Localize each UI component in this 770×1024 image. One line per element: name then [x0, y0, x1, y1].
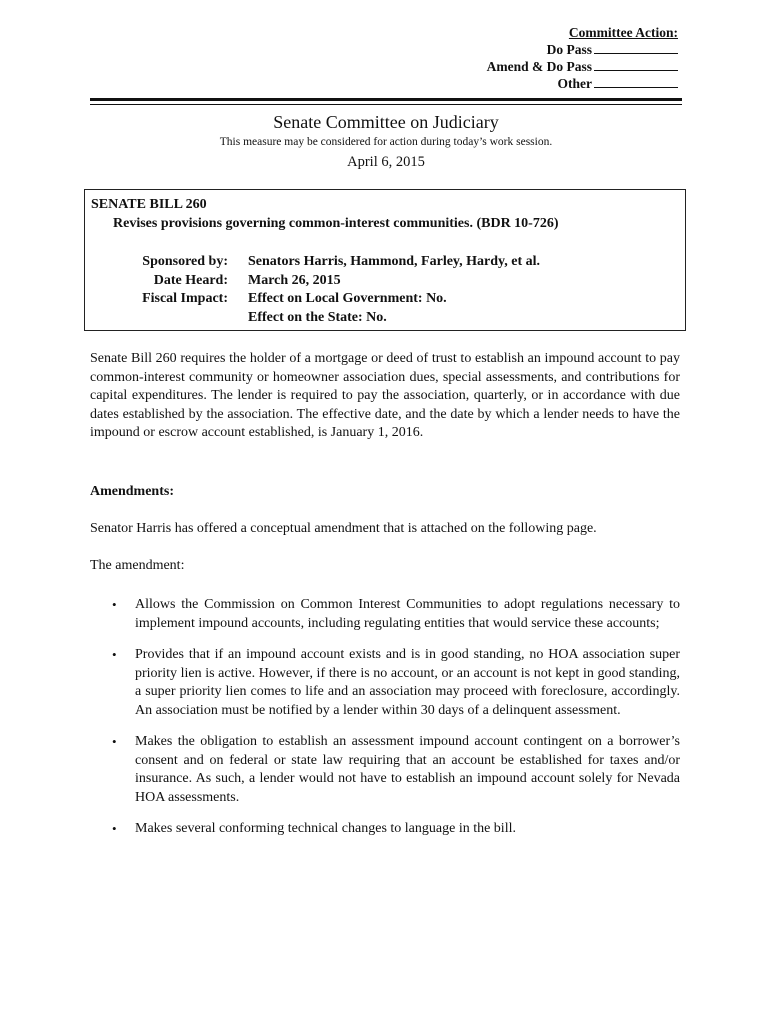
fiscal-impact-label: Fiscal Impact:	[142, 291, 228, 306]
bullet-text: Provides that if an impound account exists and is in good standing, no HOA association super priority lien is active. However, if there is no account, or an account is not kept in good standing, a super priority lien comes to life and an association may proceed with foreclosure, accordingly. An association must be notified by a lender within 30 days of a delinquent assessment.	[135, 647, 680, 718]
committee-name: Senate Committee on Judiciary	[273, 112, 499, 132]
bill-sponsor-row	[85, 253, 685, 272]
bill-description: Revises provisions governing common-interest communities. (BDR 10-726)	[113, 216, 559, 231]
fiscal-local-value: Effect on Local Government: No.	[248, 291, 447, 306]
action-option-do-pass	[438, 41, 678, 58]
list-item	[90, 646, 680, 720]
bullet-text: Makes several conforming technical changes to language in the bill.	[135, 821, 516, 836]
bullet-icon: •	[112, 647, 117, 662]
bill-fiscal-state-row	[85, 309, 685, 328]
work-session-note: This measure may be considered for action during today’s work session.	[219, 136, 553, 148]
bill-intro-paragraph: Senate Bill 260 requires the holder of a mortgage or deed of trust to establish an impound account to pay common-interest community or homeowner association dues, special assessments, and contributions for capital expenditures. The lender is required to pay the association, quarterly, or in accordance with due dates established by the association. The effective date, and the date by which a lender needs to have the impound or escrow account established, is January 1, 2016.	[90, 351, 680, 440]
fiscal-state-value: Effect on the State: No.	[248, 309, 387, 325]
amendment-offered-paragraph: Senator Harris has offered a conceptual amendment that is attached on the following page.	[90, 521, 597, 536]
action-option-label: Amend & Do Pass	[486, 59, 592, 74]
bill-date-heard-row	[85, 272, 685, 291]
amendments-heading: Amendments:	[90, 484, 174, 499]
date-heard-label: Date Heard:	[153, 272, 228, 288]
header-divider-thin	[90, 104, 682, 105]
committee-action-title: Committee Action:	[568, 25, 678, 40]
bullet-icon: •	[112, 821, 117, 836]
amendment-bullet-list	[90, 596, 680, 852]
the-amendment-label: The amendment:	[90, 558, 185, 573]
action-option-label: Other	[557, 76, 592, 91]
date-heard-value: March 26, 2015	[248, 272, 341, 288]
bill-summary-box	[84, 189, 686, 331]
committee-action-block	[438, 24, 678, 92]
bullet-icon: •	[112, 597, 117, 612]
bullet-text: Makes the obligation to establish an assessment impound account contingent on a borrower’s consent and on federal or state law requiring that an account be established for taxes and/or insurance. As such, a lender would not have to establish an impound account solely for Nevada HOA assessments.	[135, 734, 680, 805]
action-blank-line	[594, 58, 678, 71]
sponsored-label: Sponsored by:	[142, 254, 228, 269]
bullet-icon: •	[112, 734, 117, 749]
action-blank-line	[594, 41, 678, 54]
action-option-amend-do-pass	[438, 58, 678, 75]
bill-fiscal-row	[85, 290, 685, 309]
header-divider-thick	[90, 98, 682, 101]
list-item	[90, 596, 680, 633]
list-item	[90, 733, 680, 807]
action-option-label: Do Pass	[546, 42, 592, 57]
action-option-other	[438, 75, 678, 92]
bill-title: SENATE BILL 260	[91, 197, 207, 212]
list-item	[90, 820, 680, 839]
bill-details	[85, 253, 685, 327]
action-blank-line	[594, 75, 678, 88]
hearing-date: April 6, 2015	[347, 154, 425, 170]
bullet-text: Allows the Commission on Common Interest Communities to adopt regulations necessary to implement impound accounts, including regulating entities that would service these accounts;	[135, 597, 680, 631]
sponsored-value: Senators Harris, Hammond, Farley, Hardy, et al.	[248, 254, 541, 269]
